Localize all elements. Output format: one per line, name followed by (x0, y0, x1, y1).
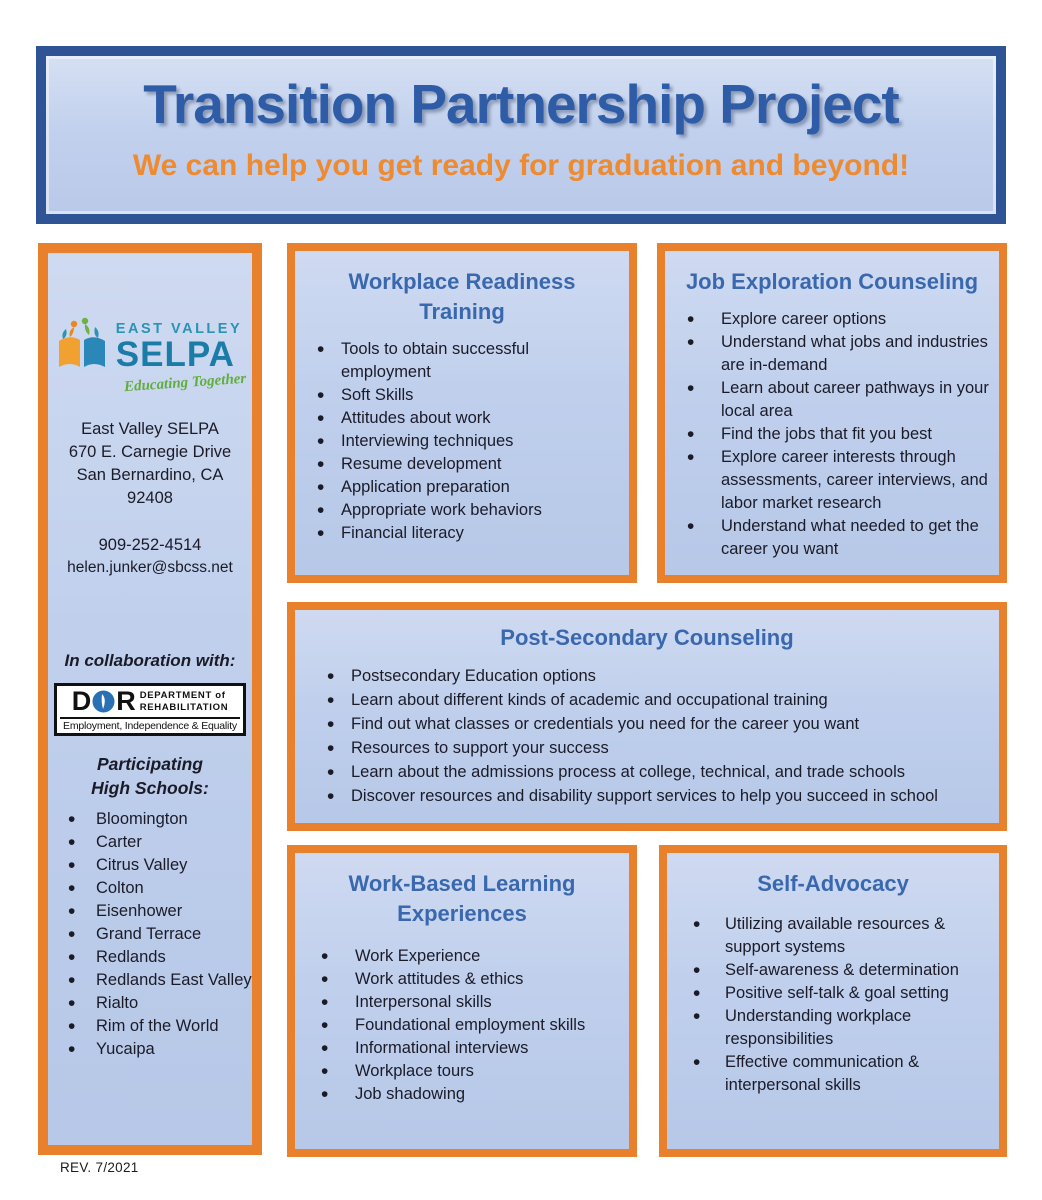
bullet-item: • Utilizing available resources & support systems (679, 913, 997, 959)
bullet-item: • Work Experience (305, 945, 627, 968)
dor-name-line: REHABILITATION (139, 701, 229, 713)
bullet-item: • Resume development (311, 453, 621, 476)
school-item: • Redlands East Valley (66, 969, 252, 992)
selpa-org-line: EAST VALLEY (115, 321, 243, 337)
phone-number: 909-252-4514 (98, 536, 202, 554)
dor-name (140, 690, 229, 713)
bullet-list (305, 945, 627, 1106)
school-item: • Colton (66, 877, 252, 900)
address-line: 92408 (127, 489, 173, 507)
bullet-item: • Explore career interests through assessments, career interviews, and labor market research (675, 446, 997, 515)
page-subtitle: We can help you get ready for graduation and beyond! (132, 149, 910, 182)
school-item: • Yucaipa (66, 1038, 252, 1061)
bullet-item: • Soft Skills (311, 384, 621, 407)
school-item: • Grand Terrace (66, 923, 252, 946)
dor-tagline: Employment, Independence & Equality (60, 717, 240, 732)
bullet-list (675, 308, 997, 561)
schools-heading-line: High Schools: (91, 778, 209, 798)
bullet-item: • Learn about career pathways in your local area (675, 377, 997, 423)
school-item: • Eisenhower (66, 900, 252, 923)
bullet-item: • Interviewing techniques (311, 430, 621, 453)
address-line: East Valley SELPA (81, 420, 219, 438)
bullet-item: • Resources to support your success (317, 737, 987, 760)
dor-circle-icon (92, 690, 115, 713)
section-title: Job Exploration Counseling (685, 269, 979, 294)
section-title: Self-Advocacy (757, 871, 909, 896)
address-line: 670 E. Carnegie Drive (68, 443, 232, 461)
schools-list (66, 808, 252, 1061)
header-banner (36, 46, 1006, 224)
bullet-item: • Foundational employment skills (305, 1014, 627, 1037)
selpa-org-name: SELPA (115, 335, 235, 374)
bullet-item: • Understand what needed to get the career you want (675, 515, 997, 561)
section-job-exploration-counseling (657, 243, 1007, 583)
section-post-secondary-counseling (287, 602, 1007, 831)
bullet-item: • Positive self-talk & goal setting (679, 982, 997, 1005)
bullet-item: • Learn about the admissions process at college, technical, and trade schools (317, 761, 987, 784)
bullet-list (679, 913, 997, 1097)
school-item: • Citrus Valley (66, 854, 252, 877)
bullet-item: • Job shadowing (305, 1083, 627, 1106)
section-title: Workplace Readiness Training (348, 269, 576, 324)
dor-letter-r: R (116, 686, 136, 716)
bullet-item: • Understanding workplace responsibilities (679, 1005, 997, 1051)
school-item: • Redlands (66, 946, 252, 969)
bullet-item: • Postsecondary Education options (317, 665, 987, 688)
bullet-item: • Work attitudes & ethics (305, 968, 627, 991)
address-line: San Bernardino, CA (76, 466, 224, 484)
bullet-item: • Workplace tours (305, 1060, 627, 1083)
bullet-item: • Informational interviews (305, 1037, 627, 1060)
selpa-logo (48, 317, 252, 396)
bullet-item: • Financial literacy (311, 522, 621, 545)
dor-logo (54, 683, 246, 736)
email-address: helen.junker@sbcss.net (67, 559, 233, 576)
selpa-tagline: Educating Together (123, 370, 247, 396)
section-work-based-learning-experiences (287, 845, 637, 1157)
section-self-advocacy (659, 845, 1007, 1157)
schools-heading-line: Participating (97, 754, 203, 774)
revision-note: REV. 7/2021 (60, 1160, 139, 1175)
dor-letter-d: D (71, 686, 92, 716)
sidebar-panel (38, 243, 262, 1155)
bullet-list (311, 338, 621, 545)
collaboration-label: In collaboration with: (64, 651, 236, 670)
bullet-item: • Attitudes about work (311, 407, 621, 430)
bullet-list (317, 665, 987, 808)
selpa-book-icon (54, 317, 110, 380)
bullet-item: • Discover resources and disability support services to help you succeed in school (317, 785, 987, 808)
bullet-item: • Application preparation (311, 476, 621, 499)
bullet-item: • Explore career options (675, 308, 997, 331)
bullet-item: • Find out what classes or credentials you need for the career you want (317, 713, 987, 736)
section-title: Work-Based Learning Experiences (348, 871, 576, 926)
page-title: Transition Partnership Project (143, 73, 899, 135)
bullet-item: • Interpersonal skills (305, 991, 627, 1014)
org-address (48, 418, 252, 510)
bullet-item: • Tools to obtain successful employment (311, 338, 621, 384)
bullet-item: • Learn about different kinds of academic and occupational training (317, 689, 987, 712)
bullet-item: • Understand what jobs and industries are in-demand (675, 331, 997, 377)
school-item: • Carter (66, 831, 252, 854)
school-item: • Rialto (66, 992, 252, 1015)
section-title: Post-Secondary Counseling (500, 625, 794, 650)
school-item: • Rim of the World (66, 1015, 252, 1038)
dor-name-line: DEPARTMENT of (139, 690, 226, 702)
schools-heading (48, 752, 252, 800)
bullet-item: • Appropriate work behaviors (311, 499, 621, 522)
section-workplace-readiness-training (287, 243, 637, 583)
bullet-item: • Effective communication & interpersonal skills (679, 1051, 997, 1097)
bullet-item: • Self-awareness & determination (679, 959, 997, 982)
bullet-item: • Find the jobs that fit you best (675, 423, 997, 446)
school-item: • Bloomington (66, 808, 252, 831)
